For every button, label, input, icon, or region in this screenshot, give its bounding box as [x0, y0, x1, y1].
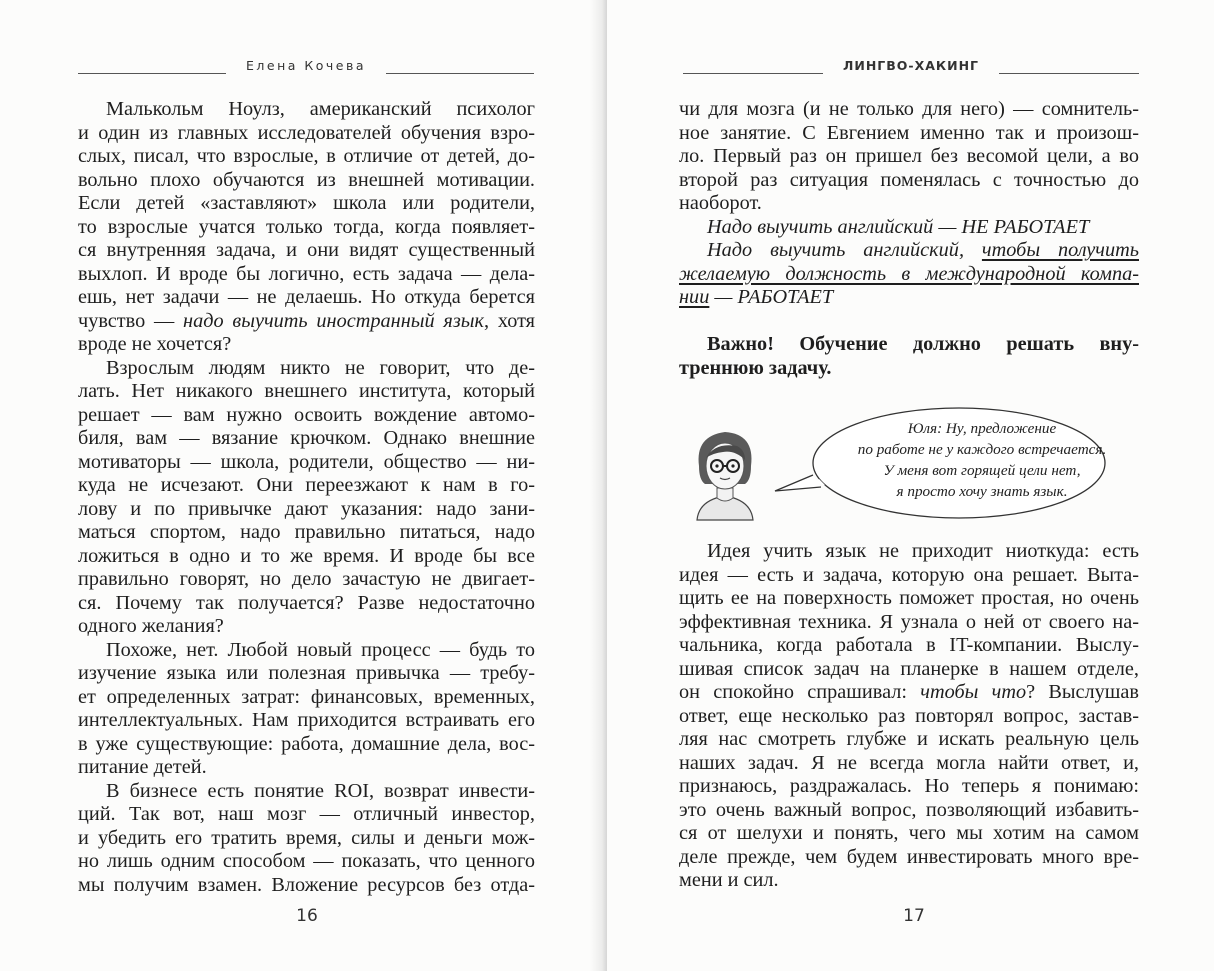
text-span: Надо выучить английский, [707, 239, 982, 261]
text-line: ся внутренняя задача, и они видят существенный [78, 239, 535, 261]
example-not-working: Надо выучить английский — НЕ РАБОТАЕТ [707, 215, 1090, 238]
text-line: мотиваторы — школа, родители, общество — ни- [78, 450, 535, 473]
text-line: идея — есть и задача, которую она решает. Выта- [679, 563, 1139, 586]
right-body-top [679, 98, 1139, 310]
text-line: лать. Нет никакого внешнего института, который [78, 380, 535, 402]
text-line: то взрослые учатся только тогда, когда появляет- [78, 215, 535, 238]
text-line-mixed [78, 310, 535, 334]
left-body-text [78, 98, 535, 897]
text-line: куда не исчезают. Они переезжают к нам в го- [78, 474, 535, 496]
text-line: мени и сил. [679, 869, 779, 891]
text-line: решает — вам нужно освоить вождение автомо- [78, 403, 535, 426]
text-line: изучение языка или полезная привычка — требу- [78, 662, 535, 684]
text-line: ляя нас смотреть глубже и искать реальную цель [679, 728, 1139, 750]
girl-avatar-illustration [685, 422, 765, 522]
text-line: ло. Первый раз он пришел без весомой цели, а во [679, 145, 1139, 167]
underlined-phrase: чтобы получить [981, 239, 1139, 261]
example-working-line [679, 286, 1139, 310]
underlined-phrase: нии [679, 286, 710, 308]
text-line: выхлоп. И вроде бы логично, есть задача — дела- [78, 262, 535, 285]
text-line: Малькольм Ноулз, американский психолог [106, 98, 535, 120]
text-line: маться спортом, надо правильно питаться, надо [78, 521, 535, 543]
text-line: и убедить его тратить время, силы и деньги мож- [78, 826, 535, 849]
text-line: но лишь одним способом — показать, что ценного [78, 850, 535, 872]
text-line: одного желания? [78, 615, 224, 637]
text-line: слых, писал, что взрослые, в отличие от детей, до- [78, 145, 535, 167]
text-span: , хотя [484, 309, 535, 332]
header-rule [78, 73, 226, 74]
text-line: щить ее на поверхность поможет простая, но очень [679, 587, 1139, 609]
left-running-header [78, 52, 534, 78]
text-line: В бизнесе есть понятие ROI, возврат инвести- [106, 779, 535, 802]
right-body-bottom [679, 540, 1139, 893]
example-working-line: желаемую должность в международной компа- [679, 262, 1139, 285]
running-head-title: ЛИНГВО-ХАКИНГ [842, 57, 980, 73]
text-line: ложиться в одно и то же время. И вроде бы все [78, 544, 535, 567]
text-line: ешь, нет задачи — не делаешь. Но откуда берется [78, 286, 535, 308]
text-line: Важно! Обучение должно решать вну- [707, 333, 1139, 355]
text-line: ций. Так вот, наш мозг — отличный инвестор, [78, 803, 535, 825]
text-span: ? Выслушав [1026, 681, 1140, 703]
text-line: Взрослым людям никто не говорит, что де- [106, 356, 535, 379]
text-line: интеллектуальных. Нам приходится встраивать его [78, 709, 535, 731]
header-rule [386, 73, 534, 74]
text-line: второй раз ситуация поменялась с точностью до [679, 168, 1139, 191]
text-line: вроде не хочется? [78, 333, 232, 355]
text-line: ет определенных затрат: финансовых, временных, [78, 685, 535, 708]
text-span: он спокойно спрашивал: [679, 681, 921, 703]
text-line: чи для мозга (и не только для него) — сомнитель- [679, 98, 1139, 120]
text-line: питание детей. [78, 756, 207, 778]
text-line-mixed [679, 681, 1139, 705]
right-running-header [683, 52, 1139, 78]
text-line: биля, вам — вязание крючком. Однако внешние [78, 427, 535, 449]
text-line: Идея учить язык не приходит ниоткуда: есть [707, 540, 1139, 562]
text-line: чальника, когда работала в IT-компании. Выслу- [679, 634, 1139, 656]
text-span: чувство — [78, 309, 184, 332]
text-line: наоборот. [679, 192, 762, 214]
bubble-line: по работе не у каждого встречается. [857, 441, 1107, 458]
bubble-line: я просто хочу знать язык. [896, 483, 1068, 500]
speech-bubble-text [807, 418, 1157, 502]
text-line: ся от шелухи и понять, чего мы хотим на самом [679, 822, 1139, 844]
text-line: вольно плохо обучаются из внешней мотивации. [78, 168, 535, 191]
text-line: ное занятие. С Евгением именно так и произош- [679, 121, 1139, 144]
text-line: это очень важный вопрос, позволяющий избавить- [679, 798, 1139, 821]
running-head-author: Елена Кочева [246, 57, 367, 73]
italic-phrase: чтобы что [920, 681, 1027, 703]
text-line: шивая список задач на планерке в нашем отделе, [679, 657, 1139, 680]
text-line: деле прежде, чем будем инвестировать много вре- [679, 845, 1139, 868]
text-line: эффективная техника. Я узнала о ней от своего на- [679, 610, 1139, 633]
page-number: 17 [903, 906, 925, 926]
right-page [607, 0, 1214, 971]
text-line: правильно говорят, но дело зачастую не двигает- [78, 568, 535, 590]
text-line: в уже существующие: работа, домашние дела, вос- [78, 732, 535, 755]
text-line: Если детей «заставляют» школа или родители, [78, 192, 535, 214]
italic-phrase: надо выучить иностранный язык [183, 309, 484, 332]
text-line: ся. Почему так получается? Разве недостаточно [78, 591, 535, 614]
header-rule [999, 73, 1139, 74]
page-number: 16 [296, 906, 318, 926]
text-line: и один из главных исследователей обучения взро- [78, 121, 535, 144]
example-working-line [679, 239, 1139, 263]
bubble-line: У меня вот горящей цели нет, [883, 462, 1081, 479]
text-line: наших задач. Я не всегда могла найти ответ, и, [679, 751, 1139, 774]
header-rule [683, 73, 823, 74]
text-line: треннюю задачу. [679, 356, 832, 379]
text-line: признаюсь, раздражалась. Но теперь я понимаю: [679, 775, 1139, 797]
text-line: мы получим взамен. Вложение ресурсов без отда- [78, 873, 535, 896]
bubble-line: Юля: Ну, предложение [907, 420, 1057, 437]
text-line: лову и по привычке дают указания: надо зани- [78, 497, 535, 520]
important-note [679, 333, 1139, 380]
text-line: ответ, еще несколько раз повторял вопрос, застав- [679, 704, 1139, 727]
text-span: — РАБОТАЕТ [709, 286, 834, 308]
text-line: Похоже, нет. Любой новый процесс — будь то [106, 638, 535, 661]
